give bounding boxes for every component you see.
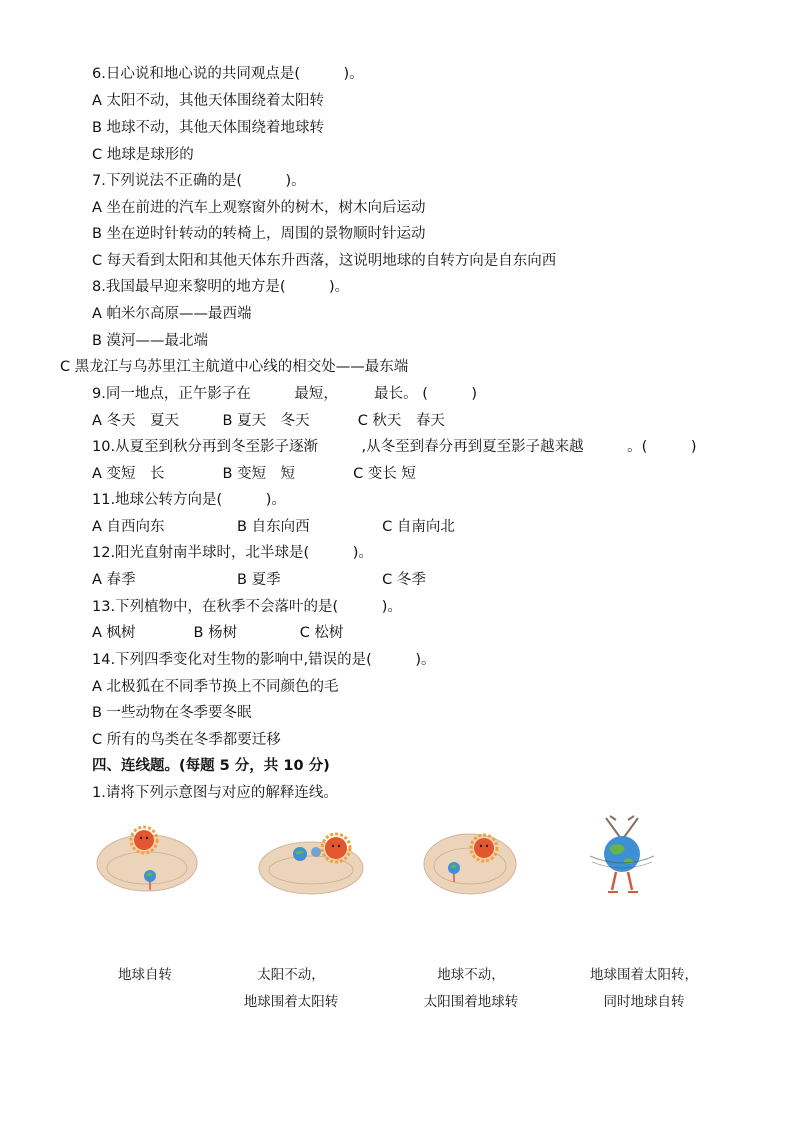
- q9-stem: 9.同一地点，正午影子在 最短， 最长。 ( ): [92, 386, 478, 402]
- q12-options: A 春季 B 夏季 C 冬季: [92, 572, 426, 588]
- q14-stem: 14.下列四季变化对生物的影响中,错误的是( )。: [92, 652, 436, 668]
- q7-option-c: C 每天看到太阳和其他天体东升西落，这说明地球的自转方向是自东向西: [92, 253, 557, 269]
- q9-options: A 冬天 夏天 B 夏天 冬天 C 秋天 春天: [92, 413, 445, 429]
- figure-earth-rotation: [92, 818, 202, 898]
- q10-stem: 10.从夏至到秋分再到冬至影子逐渐 ,从冬至到春分再到夏至影子越来越 。( ): [92, 439, 697, 455]
- caption-2-line2: 地球围着太阳转: [243, 994, 339, 1010]
- q6-stem: 6.日心说和地心说的共同观点是( )。: [92, 66, 364, 82]
- q13-stem: 13.下列植物中，在秋季不会落叶的是( )。: [92, 599, 402, 615]
- q7-stem: 7.下列说法不正确的是( )。: [92, 173, 306, 189]
- q8-option-c: C 黑龙江与乌苏里江主航道中心线的相交处——最东端: [60, 359, 409, 375]
- q11-stem: 11.地球公转方向是( )。: [92, 492, 286, 508]
- q12-stem: 12.阳光直射南半球时，北半球是( )。: [92, 545, 373, 561]
- earth-icon: [293, 847, 307, 861]
- q14-option-c: C 所有的鸟类在冬季都要迁移: [92, 732, 281, 748]
- q8-option-a: A 帕米尔高原——最西端: [92, 306, 252, 322]
- caption-3: [416, 962, 526, 1016]
- q7-option-b: B 坐在逆时针转动的转椅上，周围的景物顺时针运动: [92, 226, 426, 242]
- caption-4-line2: 同时地球自转: [603, 994, 685, 1010]
- caption-3-line2: 太阳围着地球转: [423, 994, 519, 1010]
- sun-icon: [471, 835, 497, 861]
- figure-earth-orbits-sun: [256, 818, 371, 898]
- section4-heading: 四、连线题。(每题 5 分，共 10 分): [92, 758, 330, 774]
- q8-option-b: B 漠河——最北端: [92, 333, 209, 349]
- q8-stem: 8.我国最早迎来黎明的地方是( )。: [92, 279, 350, 295]
- caption-1-line1: 地球自转: [118, 967, 172, 983]
- q7-option-a: A 坐在前进的汽车上观察窗外的树木，树木向后运动: [92, 200, 426, 216]
- caption-2-line1: 太阳不动，: [257, 967, 325, 983]
- q10-options: A 变短 长 B 变短 短 C 变长 短: [92, 466, 416, 482]
- caption-1: [100, 962, 190, 989]
- figure-sun-orbits-earth: [422, 818, 522, 898]
- q13-options: A 枫树 B 杨树 C 松树: [92, 625, 344, 641]
- caption-2: [236, 962, 346, 1016]
- q11-options: A 自西向东 B 自东向西 C 自南向北: [92, 519, 455, 535]
- section4-q1-stem: 1.请将下列示意图与对应的解释连线。: [92, 785, 338, 801]
- sun-icon: [322, 834, 350, 862]
- q6-option-c: C 地球是球形的: [92, 147, 194, 163]
- caption-4: [582, 962, 706, 1016]
- q6-option-a: A 太阳不动，其他天体围绕着太阳转: [92, 93, 325, 109]
- moon-icon: [311, 847, 321, 857]
- caption-3-line1: 地球不动，: [437, 967, 505, 983]
- figure-earth-orbits-and-spins: [582, 812, 662, 898]
- q6-option-b: B 地球不动，其他天体围绕着地球转: [92, 120, 325, 136]
- q14-option-a: A 北极狐在不同季节换上不同颜色的毛: [92, 679, 339, 695]
- q14-option-b: B 一些动物在冬季要冬眠: [92, 705, 252, 721]
- sun-icon: [131, 827, 157, 853]
- caption-4-line1: 地球围着太阳转，: [590, 967, 698, 983]
